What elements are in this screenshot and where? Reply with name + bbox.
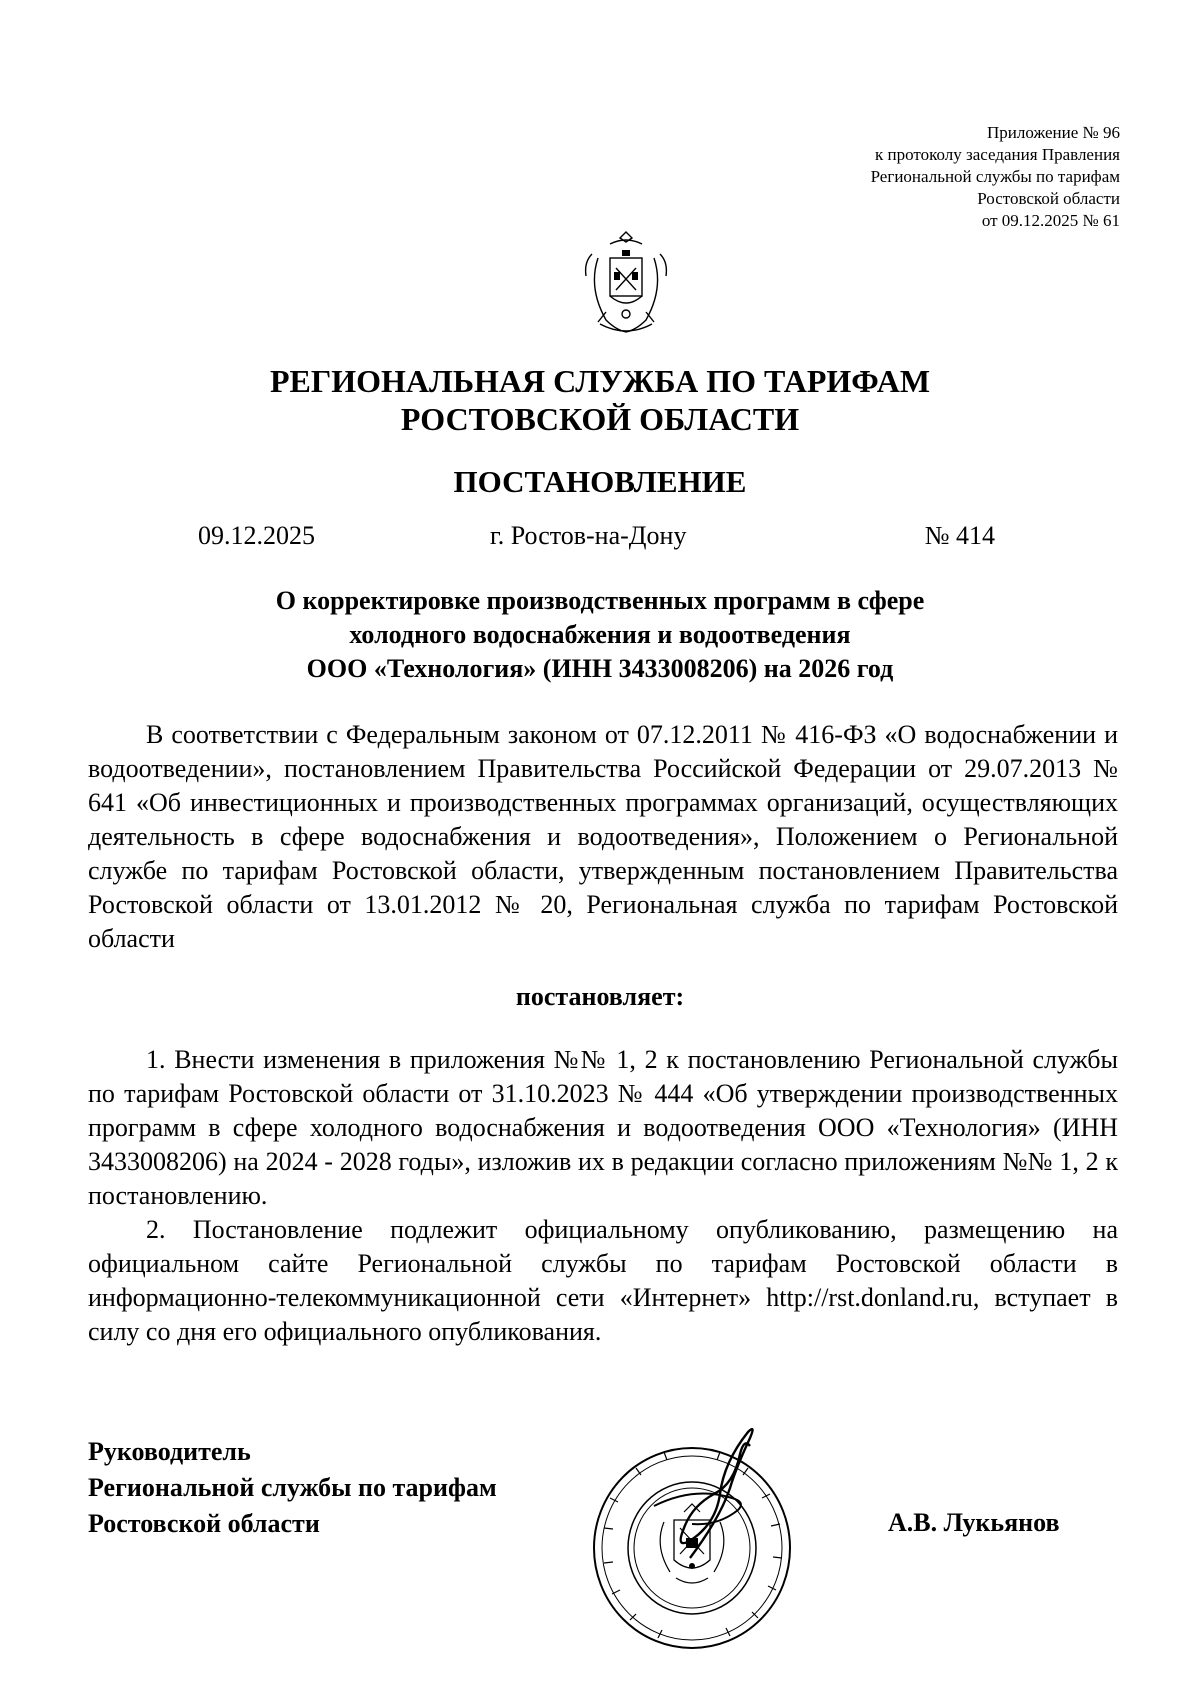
coat-of-arms-icon bbox=[580, 228, 672, 336]
signatory-title bbox=[88, 1434, 497, 1542]
resolution-item: 1. Внести изменения в приложения №№ 1, 2 к постановлению Региональной службы по тарифам Ростовской области от 31.10.2023 № 444 «Об утверждении производственных программ в сфере холодного водоснабжения и водоотведения ООО «Технология» (ИНН 3433008206) на 2024 - 2028 годы», изложив их в редакции согласно приложениям №№ 1, 2 к постановлению. bbox=[88, 1045, 1118, 1210]
date-line bbox=[198, 518, 995, 554]
annex-line: Приложение № 96 bbox=[987, 123, 1120, 142]
document-subject bbox=[0, 584, 1200, 686]
preamble-paragraph: В соответствии с Федеральным законом от 07.12.2011 № 416-ФЗ «О водоснабжении и водоотведении», постановлением Правительства Российской Федерации от 29.07.2013 № 641 «Об инвестиционных и производственных программах организаций, осуществляющих деятельность в сфере водоснабжения и водоотведения», Положением о Региональной службе по тарифам Ростовской области, утвержденным постановлением Правительства Ростовской области от 13.01.2012 № 20, Региональная служба по тарифам Ростовской области bbox=[88, 720, 1118, 953]
document-number: № 414 bbox=[924, 521, 995, 550]
organization-line: РЕГИОНАЛЬНАЯ СЛУЖБА ПО ТАРИФАМ bbox=[269, 363, 931, 399]
annex-line: Ростовской области bbox=[977, 189, 1120, 208]
annex-line: к протоколу заседания Правления bbox=[875, 145, 1120, 164]
signatory-title-line: Ростовской области bbox=[88, 1509, 320, 1538]
document-type: ПОСТАНОВЛЕНИЕ bbox=[453, 464, 747, 499]
signatory-title-line: Руководитель bbox=[88, 1437, 251, 1466]
resolution-item: 2. Постановление подлежит официальному опубликованию, размещению на официальном сайте Региональной службы по тарифам Ростовской области в информационно-телекоммуникационной сети «Интернет» http://rst.donland.ru, вступает в силу со дня его официального опубликования. bbox=[88, 1215, 1118, 1346]
annex-line: Региональной службы по тарифам bbox=[870, 167, 1120, 186]
subject-line: ООО «Технология» (ИНН 3433008206) на 2026 год bbox=[306, 654, 894, 683]
annex-line: от 09.12.2025 № 61 bbox=[981, 211, 1120, 230]
official-seal-icon bbox=[580, 1418, 812, 1658]
document-city: г. Ростов-на-Дону bbox=[490, 521, 687, 550]
signatory-title-line: Региональной службы по тарифам bbox=[88, 1473, 497, 1502]
subject-line: О корректировке производственных программ в сфере bbox=[275, 586, 925, 615]
resolution-items bbox=[88, 1043, 1118, 1349]
signatory-name: А.В. Лукьянов bbox=[888, 1508, 1060, 1537]
document-date: 09.12.2025 bbox=[198, 521, 315, 550]
verdict-heading: постановляет: bbox=[515, 982, 685, 1011]
annex-note bbox=[660, 122, 1120, 232]
organization-name bbox=[0, 362, 1200, 438]
organization-line: РОСТОВСКОЙ ОБЛАСТИ bbox=[400, 401, 800, 437]
subject-line: холодного водоснабжения и водоотведения bbox=[349, 620, 851, 649]
